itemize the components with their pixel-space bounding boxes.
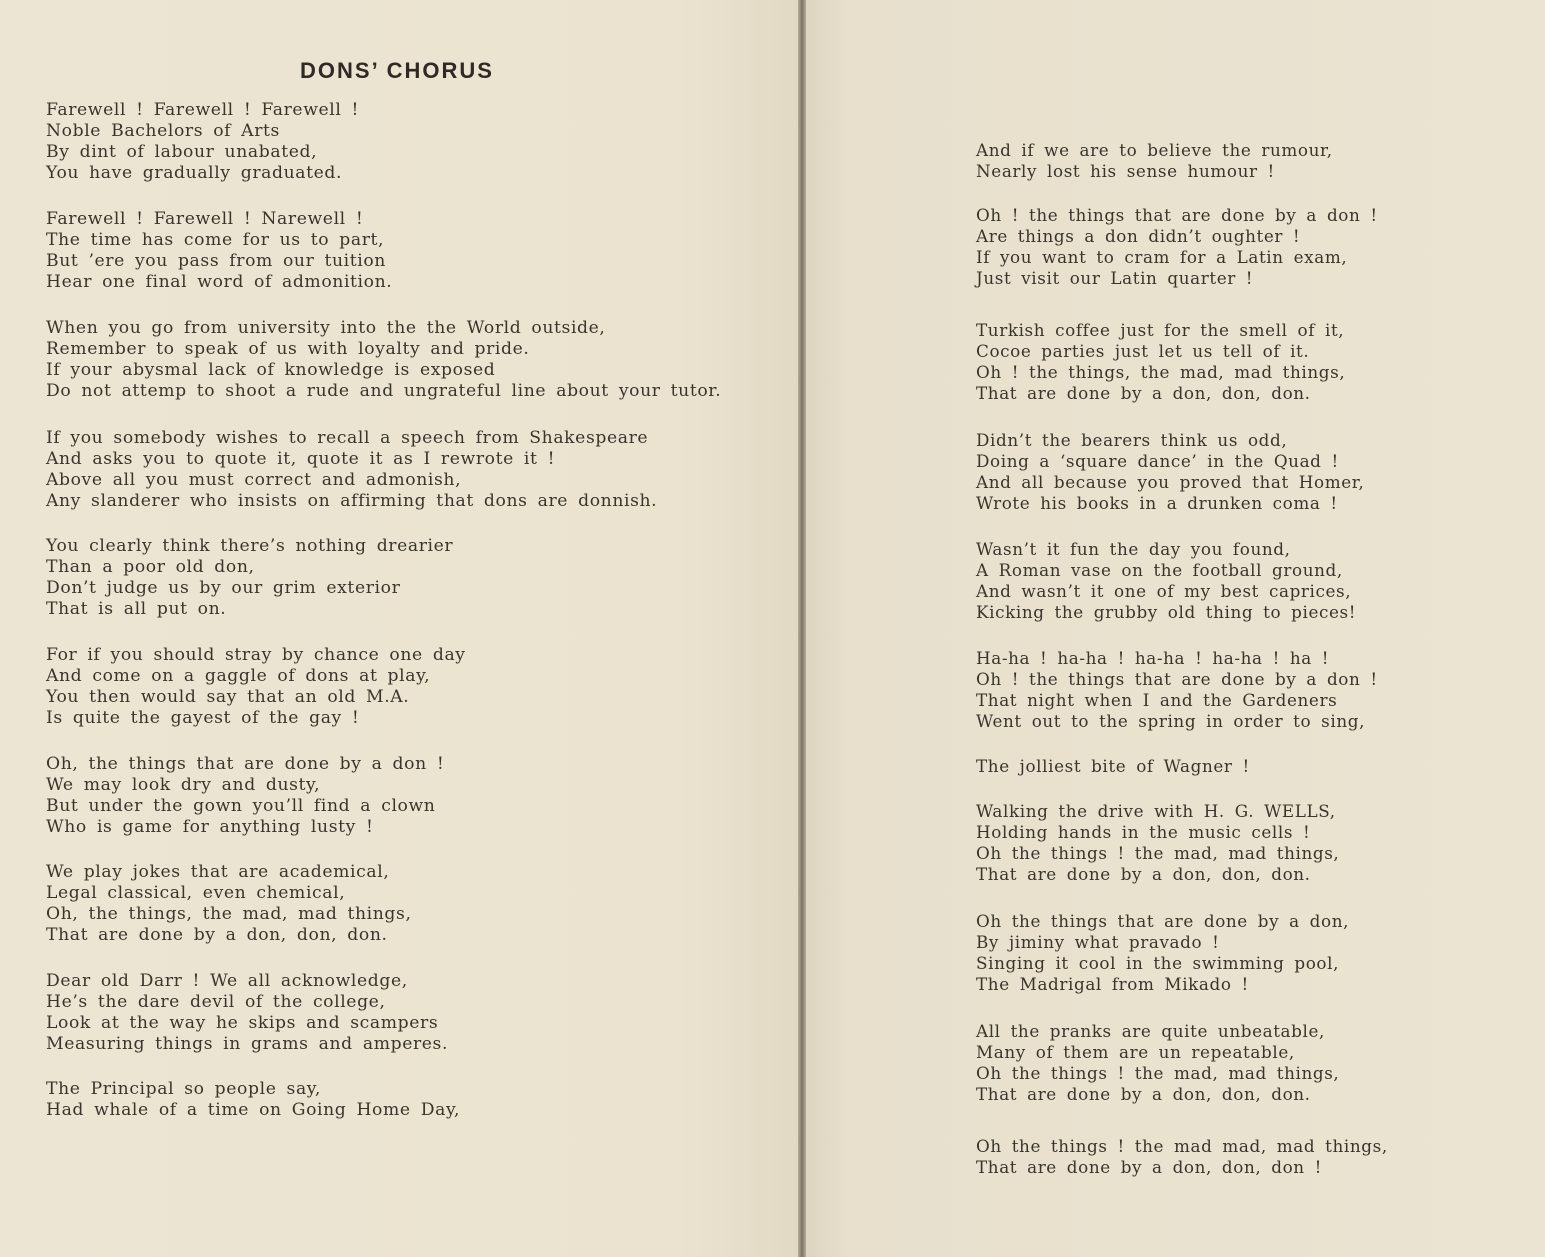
lyric-line: That is all put on. [46,599,227,619]
page-title: DONS’ CHORUS [300,58,494,83]
lyric-line: Wrote his books in a drunken coma ! [976,493,1338,513]
left-stanza [46,536,453,620]
lyric-line: Who is game for anything lusty ! [46,817,374,837]
left-stanza [46,862,412,946]
lyric-line: You have gradually graduated. [46,163,343,183]
lyric-line: Wasn’t it fun the day you found, [976,539,1291,559]
lyric-line: Don’t judge us by our grim exterior [46,578,401,598]
right-stanza [976,1136,1388,1178]
right-stanza [976,430,1364,514]
lyric-line: When you go from university into the the World outside, [46,318,606,338]
lyric-line: Walking the drive with H. G. WELLS, [976,801,1336,821]
lyric-line: That night when I and the Gardeners [976,690,1338,710]
lyric-line: The Madrigal from Mikado ! [976,974,1249,994]
lyric-line: The jolliest bite of Wagner ! [976,756,1250,776]
lyric-line: Oh the things ! the mad, mad things, [976,1063,1340,1083]
lyric-line: But ’ere you pass from our tuition [46,251,386,271]
lyric-line: Oh ! the things that are done by a don ! [976,205,1378,225]
lyric-line: Look at the way he skips and scampers [46,1013,439,1033]
right-stanza [976,539,1356,623]
left-stanza [46,971,448,1055]
right-stanza [976,911,1349,995]
lyric-line: Holding hands in the music cells ! [976,822,1311,842]
left-stanza [46,1079,460,1121]
lyric-line: If your abysmal lack of knowledge is exposed [46,360,496,380]
lyric-line: And if we are to believe the rumour, [976,140,1333,160]
lyric-line: Nearly lost his sense humour ! [976,161,1275,181]
lyric-line: By dint of labour unabated, [46,142,318,162]
lyric-line: Just visit our Latin quarter ! [976,268,1254,288]
right-stanza [976,756,1250,777]
lyric-line: Above all you must correct and admonish, [46,470,462,490]
lyric-line: And asks you to quote it, quote it as I rewrote it ! [46,449,556,469]
right-stanza [976,140,1333,182]
lyric-line: The Principal so people say, [46,1079,321,1099]
lyric-line: And wasn’t it one of my best caprices, [976,581,1352,601]
lyric-line: Oh the things ! the mad mad, mad things, [976,1136,1388,1156]
lyric-line: You then would say that an old M.A. [46,687,410,707]
lyric-line: Noble Bachelors of Arts [46,121,280,141]
lyric-line: Hear one final word of admonition. [46,272,393,292]
lyric-line: Dear old Darr ! We all acknowledge, [46,971,408,991]
left-stanza [46,428,657,512]
left-stanza [46,209,392,293]
lyric-line: Kicking the grubby old thing to pieces! [976,602,1357,622]
lyric-line: Turkish coffee just for the smell of it, [976,320,1345,340]
lyric-line: That are done by a don, don, don ! [976,1157,1322,1177]
lyric-line: A Roman vase on the football ground, [976,560,1343,580]
lyric-line: Farewell ! Farewell ! Narewell ! [46,209,364,229]
lyric-line: Is quite the gayest of the gay ! [46,708,360,728]
lyric-line: For if you should stray by chance one day [46,645,466,665]
lyric-line: And all because you proved that Homer, [976,472,1365,492]
lyric-line: That are done by a don, don, don. [976,383,1311,403]
lyric-line: That are done by a don, don, don. [976,1084,1311,1104]
lyric-line: That are done by a don, don, don. [976,864,1311,884]
lyric-line: Had whale of a time on Going Home Day, [46,1100,461,1120]
lyric-line: Oh the things that are done by a don, [976,911,1350,931]
lyric-line: Oh ! the things that are done by a don ! [976,669,1378,689]
lyric-line: Ha-ha ! ha-ha ! ha-ha ! ha-ha ! ha ! [976,648,1330,668]
lyric-line: Farewell ! Farewell ! Farewell ! [46,100,360,120]
lyric-line: Legal classical, even chemical, [46,883,346,903]
right-stanza [976,1021,1339,1105]
lyric-line: The time has come for us to part, [46,230,385,250]
lyric-line: If you somebody wishes to recall a speech from Shakespeare [46,428,649,448]
lyric-line: Than a poor old don, [46,557,255,577]
lyric-line: We play jokes that are academical, [46,862,390,882]
left-stanza [46,318,721,402]
right-stanza [976,205,1378,289]
lyric-line: We may look dry and dusty, [46,775,321,795]
left-stanza [46,645,466,729]
right-stanza [976,648,1378,732]
lyric-line: Do not attemp to shoot a rude and ungrateful line about your tutor. [46,381,722,401]
lyric-line: Measuring things in grams and amperes. [46,1034,449,1054]
lyric-line: And come on a gaggle of dons at play, [46,666,431,686]
lyric-line: All the pranks are quite unbeatable, [976,1021,1325,1041]
lyric-line: Doing a ‘square dance’ in the Quad ! [976,451,1339,471]
lyric-line: Many of them are un repeatable, [976,1042,1295,1062]
lyric-line: Oh, the things, the mad, mad things, [46,904,412,924]
lyric-line: That are done by a don, don, don. [46,925,388,945]
right-page [806,0,1545,1257]
right-stanza [976,320,1345,404]
lyric-line: Oh, the things that are done by a don ! [46,754,445,774]
lyric-line: Oh ! the things, the mad, mad things, [976,362,1346,382]
lyric-line: If you want to cram for a Latin exam, [976,247,1348,267]
lyric-line: By jiminy what pravado ! [976,932,1220,952]
lyric-line: Cocoe parties just let us tell of it. [976,341,1310,361]
lyric-line: Any slanderer who insists on affirming that dons are donnish. [46,491,658,511]
left-stanza [46,100,359,184]
lyric-line: But under the gown you’ll find a clown [46,796,436,816]
lyric-line: Didn’t the bearers think us odd, [976,430,1288,450]
lyric-line: Singing it cool in the swimming pool, [976,953,1340,973]
lyric-line: You clearly think there’s nothing drearier [46,536,454,556]
lyric-line: Are things a don didn’t oughter ! [976,226,1301,246]
lyric-line: Oh the things ! the mad, mad things, [976,843,1340,863]
lyric-line: Went out to the spring in order to sing, [976,711,1366,731]
right-stanza [976,801,1339,885]
left-stanza [46,754,444,838]
lyric-line: He’s the dare devil of the college, [46,992,386,1012]
lyric-line: Remember to speak of us with loyalty and pride. [46,339,530,359]
